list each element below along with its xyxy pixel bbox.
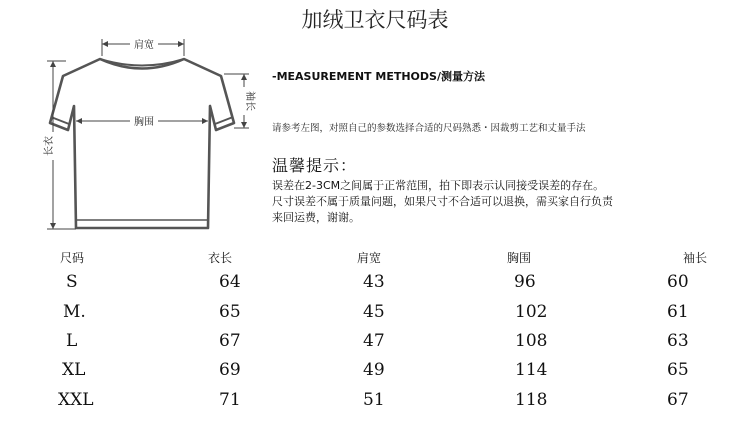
cell-shoulder: 45	[363, 302, 385, 322]
cell-chest: 108	[515, 331, 548, 351]
cell-sleeve: 60	[667, 272, 689, 292]
cell-sleeve: 67	[667, 390, 689, 410]
cell-length: 64	[219, 272, 241, 292]
cell-chest: 96	[514, 272, 536, 292]
cell-sleeve: 65	[667, 360, 689, 380]
chest-label: 胸围	[134, 117, 154, 128]
cell-length: 65	[219, 302, 241, 322]
measurement-methods-title: -MEASUREMENT METHODS/测量方法	[272, 70, 485, 83]
cell-chest: 102	[515, 302, 548, 322]
measurement-note: 请参考左图，对照自己的参数选择合适的尺码熟悉・因裁剪工艺和丈量手法	[272, 123, 586, 134]
cell-length: 67	[219, 331, 241, 351]
shoulder-label: 肩宽	[134, 40, 154, 51]
tips-line: 误差在2-3CM之间属于正常范围，拍下即表示认同接受误差的存在。	[272, 179, 605, 192]
header-sleeve: 袖长	[683, 251, 708, 265]
cell-size: M.	[63, 302, 86, 322]
header-shoulder: 肩宽	[357, 251, 382, 265]
cell-size: XL	[62, 360, 86, 380]
cell-shoulder: 47	[363, 331, 385, 351]
tips-body	[272, 178, 712, 226]
header-length: 衣长	[208, 251, 233, 265]
sleeve-label: 袖长	[244, 91, 255, 111]
cell-size: XXL	[58, 390, 94, 410]
tshirt-measurement-diagram	[38, 36, 255, 236]
cell-sleeve: 63	[667, 331, 689, 351]
header-chest: 胸围	[507, 251, 532, 265]
cell-chest: 114	[515, 360, 548, 380]
tips-line: 尺寸误差不属于质量问题，如果尺寸不合适可以退换，需买家自行负责	[272, 195, 613, 208]
length-label: 长衣	[44, 136, 55, 156]
cell-sleeve: 61	[667, 302, 689, 322]
cell-chest: 118	[515, 390, 548, 410]
page-title: 加绒卫衣尺码表	[301, 8, 449, 32]
cell-shoulder: 49	[363, 360, 385, 380]
tshirt-outline	[50, 59, 234, 228]
cell-size: S	[66, 272, 78, 292]
cell-length: 71	[219, 390, 241, 410]
cell-length: 69	[219, 360, 241, 380]
tips-line: 来回运费，谢谢。	[272, 211, 360, 224]
cell-size: L	[66, 331, 78, 351]
cell-shoulder: 43	[363, 272, 385, 292]
tips-title: 温馨提示：	[272, 156, 358, 175]
header-size: 尺码	[60, 251, 85, 265]
cell-shoulder: 51	[363, 390, 385, 410]
